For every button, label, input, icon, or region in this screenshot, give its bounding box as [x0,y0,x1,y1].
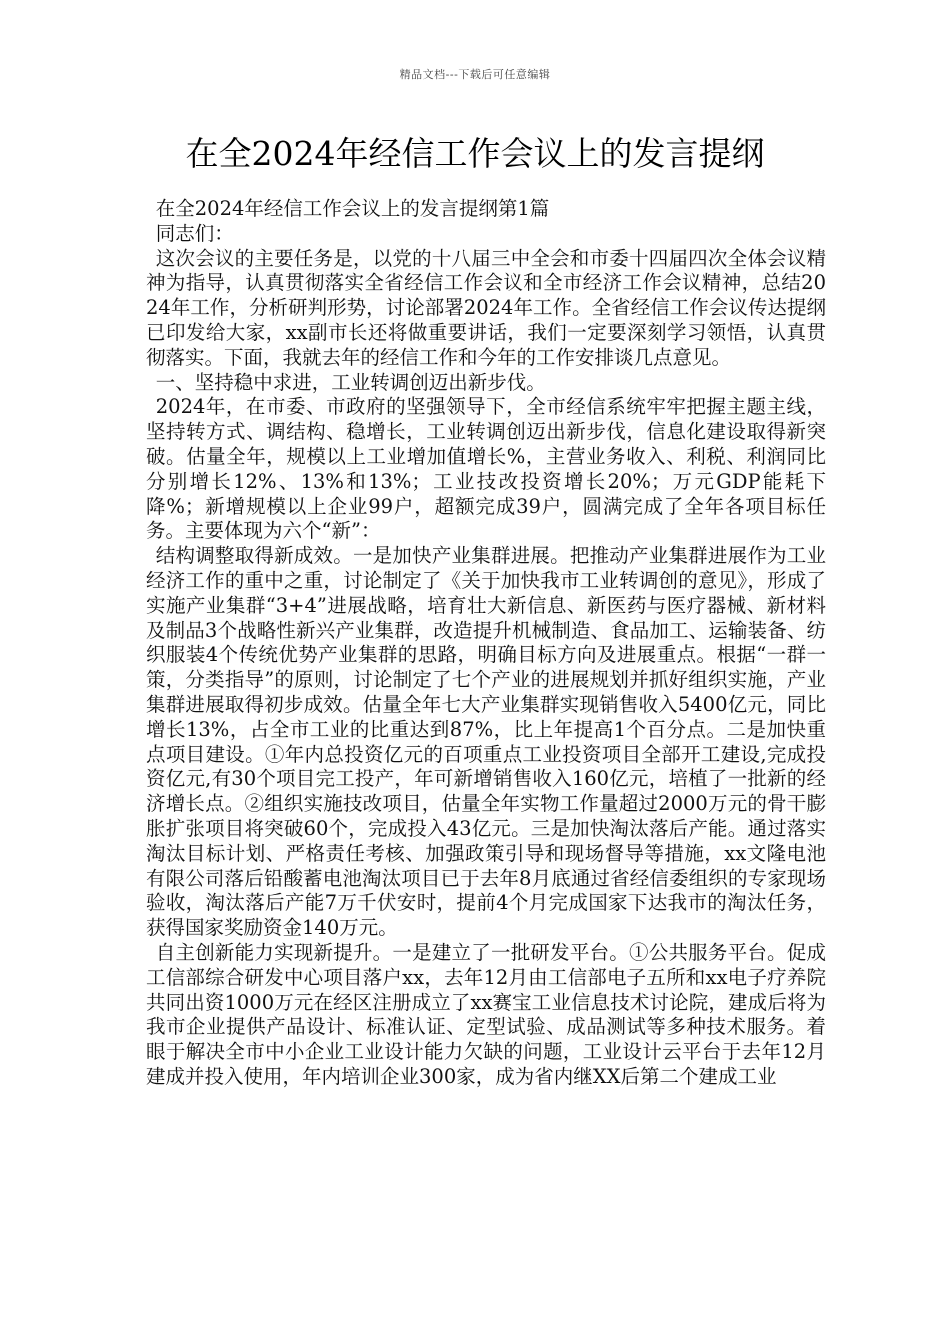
section-title: 在全2024年经信工作会议上的发言提纲第1篇 [155,197,550,220]
section-heading: 一、坚持稳中求进，工业转调创迈出新步伐。 [155,370,546,394]
innovation-paragraph: 自主创新能力实现新提升。一是建立了一批研发平台。①公共服务平台。促成工信部综合研发中心项目落户xx，去年12月由工信部电子五所和xx电子疗养院共同出资1000万元在经区注册成立了xx赛宝工业信息技术讨论院，建成后将为我市企业提供产品设计、标准认证、定型试验、成品测试等多种技术服务。着眼于解决全市中小企业工业设计能力欠缺的问题，工业设计云平台于去年12月建成并投入使用，年内培训企业300家，成为省内继XX后第二个建成工业 [146,940,826,1088]
salutation: 同志们： [155,221,234,245]
summary-paragraph: 2024年，在市委、市政府的坚强领导下，全市经信系统牢牢把握主题主线，坚持转方式、调结构、稳增长，工业转调创迈出新步伐，信息化建设取得新突破。估量全年，规模以上工业增加值增长%，主营业务收入、利税、利润同比分别增长12%、13%和13%；工业技改投资增长20%；万元GDP能耗下降%；新增规模以上企业99户，超额完成39户，圆满完成了全年各项目标任务。主要体现为六个“新”： [146,395,826,543]
document-body [146,197,826,1090]
document-title: 在全2024年经信工作会议上的发言提纲 [185,134,765,173]
header-note: 精品文档---下载后可任意编辑 [399,68,551,81]
structure-paragraph: 结构调整取得新成效。一是加快产业集群进展。把推动产业集群进展作为工业经济工作的重中之重，讨论制定了《关于加快我市工业转调创的意见》，形成了实施产业集群“3+4”进展战略，培育壮大新信息、新医药与医疗器械、新材料及制品3个战略性新兴产业集群，改造提升机械制造、食品加工、运输装备、纺织服装4个传统优势产业集群的思路，明确目标方向及进展重点。根据“一群一策，分类指导”的原则，讨论制定了七个产业的进展规划并抓好组织实施，产业集群进展取得初步成效。估量全年七大产业集群实现销售收入5400亿元，同比增长13%，占全市工业的比重达到87%，比上年提高1个百分点。二是加快重点项目建设。①年内总投资亿元的百项重点工业投资项目全部开工建设,完成投资亿元,有30个项目完工投产，年可新增销售收入160亿元，培植了一批新的经济增长点。②组织实施技改项目，估量全年实物工作量超过2000万元的骨干膨胀扩张项目将突破60个，完成投入43亿元。三是加快淘汰落后产能。通过落实淘汰目标计划、严格责任考核、加强政策引导和现场督导等措施，xx文隆电池有限公司落后铅酸蓄电池淘汰项目已于去年8月底通过省经信委组织的专家现场验收，淘汰落后产能7万千伏安时，提前4个月完成国家下达我市的淘汰任务，获得国家奖励资金140万元。 [146,544,826,940]
intro-paragraph: 这次会议的主要任务是，以党的十八届三中全会和市委十四届四次全体会议精神为指导，认真贯彻落实全省经信工作会议和全市经济工作会议精神，总结2024年工作，分析研判形势，讨论部署2024年工作。全省经信工作会议传达提纲已印发给大家，xx副市长还将做重要讲话，我们一定要深刻学习领悟，认真贯彻落实。下面，我就去年的经信工作和今年的工作安排谈几点意见。 [146,246,826,369]
